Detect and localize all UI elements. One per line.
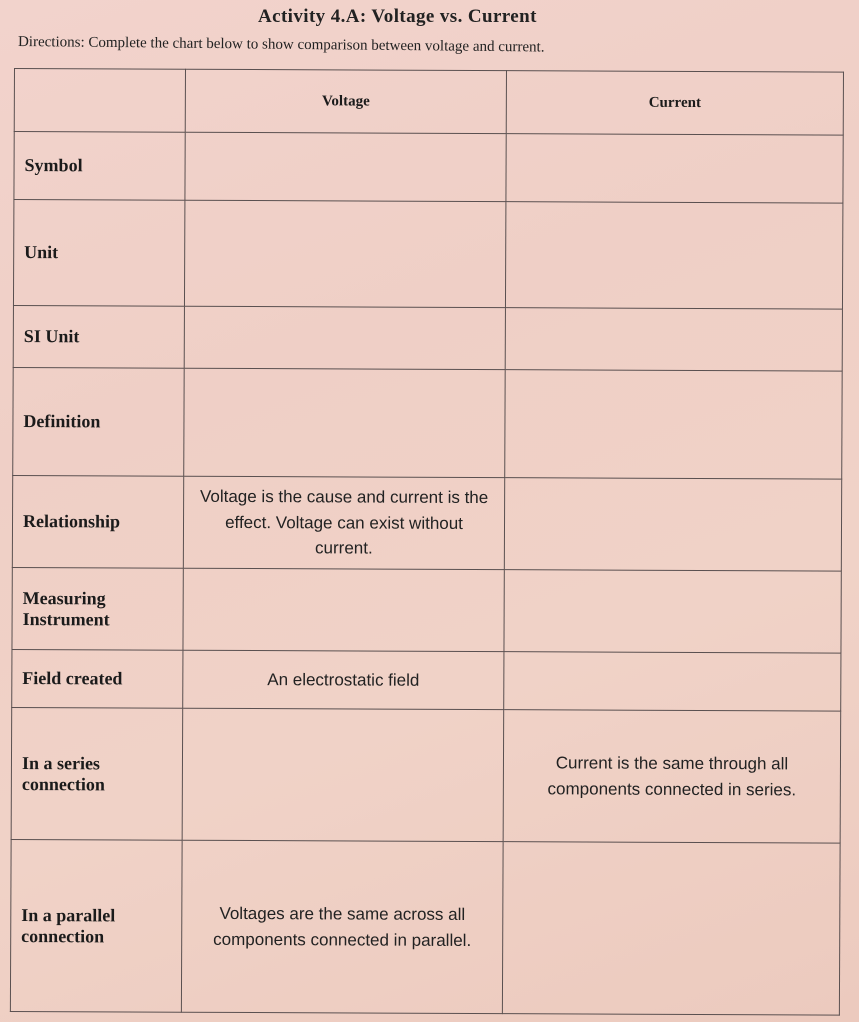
voltage-field-cell[interactable]: An electrostatic field bbox=[183, 650, 504, 709]
table-row bbox=[13, 305, 842, 371]
current-series-cell[interactable]: Current is the same through all components connected in series. bbox=[503, 710, 841, 843]
row-label-series-connection: In a series connection bbox=[11, 707, 183, 840]
voltage-definition-cell[interactable] bbox=[184, 368, 505, 477]
corner-cell bbox=[14, 69, 185, 133]
table-row bbox=[12, 475, 841, 571]
table-row bbox=[12, 649, 841, 711]
row-label-relationship: Relationship bbox=[12, 475, 183, 568]
table-header-row bbox=[14, 69, 843, 136]
directions-label: Directions: bbox=[17, 34, 85, 51]
voltage-parallel-cell[interactable]: Voltages are the same across all components connected in parallel. bbox=[181, 840, 503, 1013]
row-label-measuring-instrument: Measuring Instrument bbox=[12, 567, 183, 650]
table-row bbox=[11, 707, 841, 843]
row-label-definition: Definition bbox=[13, 367, 184, 476]
current-symbol-cell[interactable] bbox=[506, 134, 843, 203]
row-label-field-created: Field created bbox=[12, 649, 183, 708]
table-row bbox=[14, 132, 843, 204]
row-label-si-unit: SI Unit bbox=[13, 305, 184, 368]
voltage-relationship-cell[interactable]: Voltage is the cause and current is the effect. Voltage can exist without current. bbox=[183, 476, 504, 569]
voltage-series-cell[interactable] bbox=[182, 708, 504, 841]
voltage-symbol-cell[interactable] bbox=[185, 132, 506, 201]
current-unit-cell[interactable] bbox=[505, 202, 842, 309]
current-definition-cell[interactable] bbox=[505, 370, 842, 479]
current-si-unit-cell[interactable] bbox=[505, 308, 842, 371]
directions-line bbox=[18, 34, 545, 57]
current-instrument-cell[interactable] bbox=[504, 570, 841, 653]
row-label-parallel-connection: In a parallel connection bbox=[10, 839, 182, 1012]
row-label-symbol: Symbol bbox=[14, 132, 185, 201]
current-field-cell[interactable] bbox=[504, 652, 841, 711]
directions-text: Complete the chart below to show comparison between voltage and current. bbox=[88, 34, 545, 56]
column-header-voltage: Voltage bbox=[185, 69, 506, 133]
voltage-unit-cell[interactable] bbox=[184, 200, 505, 307]
voltage-si-unit-cell[interactable] bbox=[184, 306, 505, 369]
current-parallel-cell[interactable] bbox=[502, 842, 840, 1015]
table-row bbox=[10, 839, 840, 1015]
column-header-current: Current bbox=[506, 71, 843, 135]
table-row bbox=[12, 567, 841, 653]
comparison-chart bbox=[10, 68, 844, 1016]
activity-title: Activity 4.A: Voltage vs. Current bbox=[258, 6, 537, 27]
current-relationship-cell[interactable] bbox=[504, 478, 841, 571]
row-label-unit: Unit bbox=[13, 200, 184, 307]
table-row bbox=[13, 200, 842, 310]
voltage-instrument-cell[interactable] bbox=[183, 568, 504, 651]
table-row bbox=[13, 367, 842, 479]
